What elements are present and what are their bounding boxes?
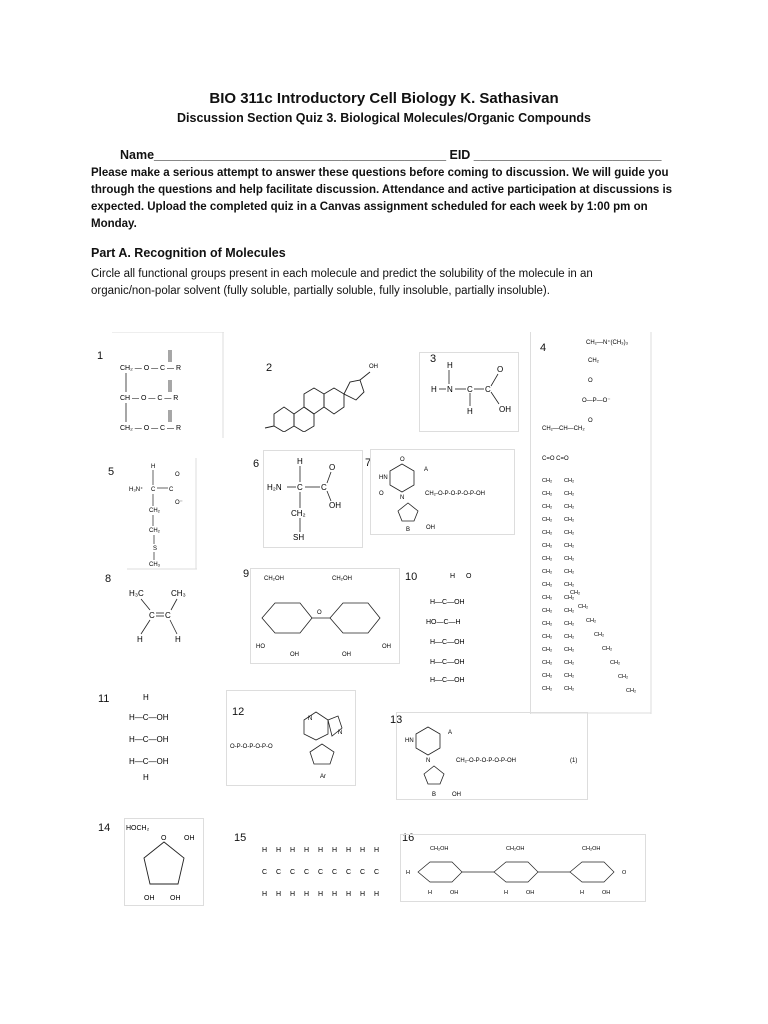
molecule-2-steroid <box>260 352 395 432</box>
document-subtitle: Discussion Section Quiz 3. Biological Molecules/Organic Compounds <box>177 111 591 125</box>
m4-kinked-chain: CH₂ <box>570 590 581 596</box>
molecule-13-nucleotide <box>396 712 588 800</box>
m4-chain-ch2: CH₂ <box>564 543 575 549</box>
m5-h3n: H₃N⁺ <box>129 487 144 493</box>
m7-n: N <box>400 495 405 501</box>
m5-ch2a: CH₂ <box>149 508 160 514</box>
molecule-9-disaccharide <box>250 568 400 664</box>
m10-row4: H—C—OH <box>430 659 465 666</box>
svg-text:OH: OH <box>342 652 351 658</box>
molecule-number-12: 12 <box>232 706 245 718</box>
molecule-10-glucose <box>420 566 490 688</box>
m3-o: O <box>497 365 504 374</box>
m13-a: A <box>448 730 453 736</box>
m1-row2: CH — O — C — R <box>120 395 179 402</box>
m15-chain-atom: H <box>374 847 380 854</box>
svg-text:O: O <box>622 870 627 876</box>
m5-ch3: CH₃ <box>149 562 161 568</box>
m4-chain-ch2: CH₂ <box>542 608 553 614</box>
m4-chain-ch2: CH₂ <box>542 569 553 575</box>
part-a-heading: Part A. Recognition of Molecules <box>91 246 286 260</box>
m11-row2: H—C—OH <box>129 735 169 744</box>
molecule-8-butene <box>125 578 195 648</box>
m15-chain-atom: H <box>318 891 324 898</box>
m15-chain-atom: C <box>332 869 338 876</box>
m4-chain-ch2: CH₂ <box>542 647 553 653</box>
m4-chain-ch2: CH₂ <box>542 660 553 666</box>
m4-chain-ch2: CH₂ <box>564 595 575 601</box>
svg-text:C: C <box>151 487 156 493</box>
molecule-number-4: 4 <box>540 342 547 354</box>
m6-o: O <box>329 463 336 472</box>
m15-chain-atom: C <box>290 869 296 876</box>
m4-kinked-chain: CH₂ <box>578 604 589 610</box>
instructions-paragraph: Please make a serious attempt to answer these questions before coming to discussion. We will guide you through the questions and help facilitate discussion. Attendance and active participation at discussions is expected. Upload the completed quiz in a Canvas assignment scheduled for each week by 1:00 pm on Monday. <box>91 167 673 230</box>
m3-h3: H <box>467 407 473 416</box>
m15-chain-atom: H <box>374 891 380 898</box>
m9-ch2oh1: CH₂OH <box>264 576 284 582</box>
part-a-instructions: Circle all functional groups present in each molecule and predict the solubility of the molecule in an organic/non-polar solvent (fully soluble, partially soluble, fully insoluble, partially insoluble). <box>91 268 593 297</box>
m4-chain-ch2: CH₂ <box>564 517 575 523</box>
m4-kinked-chain: CH₂ <box>618 674 629 680</box>
m3-h2: H <box>431 385 437 394</box>
document-title: BIO 311c Introductory Cell Biology K. Sathasivan <box>209 90 559 107</box>
molecule-number-14: 14 <box>98 822 111 834</box>
m1-row1: CH₂ — O — C — R <box>120 365 182 372</box>
m16-ch2oh2: CH₂OH <box>506 846 525 852</box>
molecule-12-nucleotide <box>226 690 356 786</box>
m16-ch2oh3: CH₂OH <box>582 846 601 852</box>
molecule-number-9: 9 <box>243 568 250 580</box>
m4-chain-ch2: CH₂ <box>564 556 575 562</box>
svg-text:O: O <box>588 378 593 384</box>
molecule-number-3: 3 <box>430 353 437 365</box>
m11-h-top: H <box>143 693 149 702</box>
svg-text:HO: HO <box>256 644 265 650</box>
molecule-7-nucleotide <box>370 449 515 535</box>
name-eid-line: Name__________________________________________ EID ___________________________ <box>120 148 662 162</box>
molecule-number-6: 6 <box>253 458 260 470</box>
svg-text:H: H <box>406 870 410 876</box>
m12-n2: N <box>338 730 343 736</box>
m4-chain-ch2: CH₂ <box>542 504 553 510</box>
m8-h1: H <box>137 635 143 644</box>
m15-chain-atom: H <box>290 891 296 898</box>
m15-chain-atom: H <box>332 847 338 854</box>
molecule-4-phospholipid <box>530 332 652 714</box>
m3-h1: H <box>447 361 453 370</box>
m7-oh: OH <box>426 525 435 531</box>
m15-chain-atom: C <box>276 869 282 876</box>
m15-chain-atom: C <box>318 869 324 876</box>
m15-chain-atom: H <box>276 891 282 898</box>
m13-hn: HN <box>405 738 414 744</box>
m14-oh1: OH <box>184 835 195 842</box>
m4-chain-ch2: CH₂ <box>542 686 553 692</box>
svg-text:CH₂—CH—CH₂: CH₂—CH—CH₂ <box>542 426 585 432</box>
m7-o1: O <box>400 457 405 463</box>
m4-chain-ch2: CH₂ <box>564 504 575 510</box>
m6-h2n: H₂N <box>267 483 282 492</box>
m9-ch2oh2: CH₂OH <box>332 576 352 582</box>
m13-oh: OH <box>452 792 461 798</box>
svg-text:O⁻: O⁻ <box>175 500 183 506</box>
svg-text:H: H <box>504 890 508 896</box>
m4-kinked-chain: CH₂ <box>602 646 613 652</box>
m4-kinked-chain: CH₂ <box>594 632 605 638</box>
m15-chain-atom: H <box>346 891 352 898</box>
m11-h-bot: H <box>143 773 149 782</box>
m4-chain-ch2: CH₂ <box>564 478 575 484</box>
m14-o: O <box>161 835 167 842</box>
m4-chain-ch2: CH₂ <box>564 647 575 653</box>
m7-a: A <box>424 467 429 473</box>
m13-n: N <box>426 758 431 764</box>
m12-ar: Ar <box>320 774 326 780</box>
m15-chain-atom: C <box>304 869 310 876</box>
molecule-number-8: 8 <box>105 573 112 585</box>
svg-text:H: H <box>580 890 584 896</box>
m10-o: O <box>466 573 472 580</box>
m15-chain-atom: H <box>304 847 310 854</box>
m12-phosphates: O-P-O-P-O-P-O <box>230 744 273 750</box>
m10-h-top: H <box>450 573 456 580</box>
m4-chain-ch2: CH₂ <box>564 608 575 614</box>
m14-oh2: OH <box>144 895 155 902</box>
m13-b: B <box>432 792 437 798</box>
m15-chain-atom: H <box>332 891 338 898</box>
m15-chain-atom: H <box>290 847 296 854</box>
m7-o2: O <box>379 491 384 497</box>
svg-text:OH: OH <box>290 652 299 658</box>
m4-chain-ch2: CH₂ <box>564 634 575 640</box>
m6-sh: SH <box>293 533 305 542</box>
m10-row1: H—C—OH <box>430 599 465 606</box>
svg-text:O: O <box>588 418 593 424</box>
svg-text:OH: OH <box>369 364 378 370</box>
m15-chain-atom: H <box>262 891 268 898</box>
m4-chain-ch2: CH₂ <box>564 660 575 666</box>
m6-c1: C <box>297 483 303 492</box>
m3-c2: C <box>485 385 491 394</box>
m15-chain-atom: H <box>318 847 324 854</box>
m4-chain-ch2: CH₂ <box>564 686 575 692</box>
m9-o-link: O <box>317 610 322 616</box>
svg-text:OH: OH <box>382 644 391 650</box>
m11-row1: H—C—OH <box>129 713 169 722</box>
molecule-number-11: 11 <box>98 693 110 705</box>
m16-ch2oh1: CH₂OH <box>430 846 449 852</box>
m15-chain-atom: H <box>304 891 310 898</box>
m4-chain-ch2: CH₂ <box>564 582 575 588</box>
m8-c2: C <box>165 611 171 620</box>
m7-b: B <box>406 527 411 533</box>
m4-head-label: CH₂—N⁺(CH₃)₃ <box>586 340 629 346</box>
m15-chain-atom: C <box>374 869 380 876</box>
m5-o: O <box>175 472 180 478</box>
m6-ch2: CH₂ <box>291 509 306 518</box>
m4-kinked-chain: CH₂ <box>626 688 637 694</box>
m8-h3c: H₃C <box>129 589 144 598</box>
molecule-3-glycine <box>419 352 519 432</box>
m4-kinked-chain: CH₂ <box>586 618 597 624</box>
m4-chain-ch2: CH₂ <box>542 634 553 640</box>
molecule-number-2: 2 <box>266 362 273 374</box>
molecule-5-methionine <box>127 458 197 570</box>
molecule-14-furanose <box>124 818 204 906</box>
m4-chain-ch2: CH₂ <box>542 621 553 627</box>
svg-text:O—P—O⁻: O—P—O⁻ <box>582 398 611 404</box>
m4-chain-ch2: CH₂ <box>542 478 553 484</box>
m13-note: (1) <box>570 758 578 764</box>
molecule-number-15: 15 <box>234 832 247 844</box>
m4-chain-ch2: CH₂ <box>542 673 553 679</box>
m15-chain-atom: C <box>360 869 366 876</box>
m15-chain-atom: H <box>360 847 366 854</box>
m12-n1: N <box>308 716 313 722</box>
m3-oh: OH <box>499 405 511 414</box>
m7-phosphates: CH₂-O-P-O-P-O-P-OH <box>425 491 485 497</box>
m4-chain-ch2: CH₂ <box>542 595 553 601</box>
m4-chain-ch2: CH₂ <box>564 569 575 575</box>
svg-text:CH₂: CH₂ <box>588 358 599 364</box>
molecule-number-5: 5 <box>108 466 115 478</box>
m1-row3: CH₂ — O — C — R <box>120 425 182 432</box>
m4-chain-ch2: CH₂ <box>564 673 575 679</box>
m15-chain-atom: H <box>360 891 366 898</box>
m3-c1: C <box>467 385 473 394</box>
m4-chain-ch2: CH₂ <box>542 491 553 497</box>
svg-text:OH: OH <box>450 890 459 896</box>
m8-c1: C <box>149 611 155 620</box>
m6-h: H <box>297 457 303 466</box>
m4-kinked-chain: CH₂ <box>610 660 621 666</box>
m15-chain-atom: H <box>262 847 268 854</box>
svg-text:H: H <box>151 464 156 470</box>
m8-h2: H <box>175 635 181 644</box>
svg-text:C: C <box>169 487 174 493</box>
m15-chain-atom: H <box>346 847 352 854</box>
molecule-16-polysaccharide <box>400 834 646 902</box>
m11-row3: H—C—OH <box>129 757 169 766</box>
svg-text:C=O C=O: C=O C=O <box>542 456 569 462</box>
svg-text:OH: OH <box>526 890 535 896</box>
m4-chain-ch2: CH₂ <box>542 517 553 523</box>
molecule-number-7: 7 <box>365 457 372 469</box>
m4-chain-ch2: CH₂ <box>564 491 575 497</box>
molecule-11-glycerol <box>125 690 185 782</box>
m6-c2: C <box>321 483 327 492</box>
m4-chain-ch2: CH₂ <box>542 582 553 588</box>
m4-chain-ch2: CH₂ <box>542 556 553 562</box>
m5-ch2b: CH₂ <box>149 528 160 534</box>
m4-chain-ch2: CH₂ <box>564 621 575 627</box>
molecule-1-triglyceride <box>112 332 224 438</box>
m13-phosphates: CH₂-O-P-O-P-O-P-OH <box>456 758 516 764</box>
m6-oh: OH <box>329 501 341 510</box>
m14-hoch2: HOCH₂ <box>126 825 150 832</box>
m10-row3: H—C—OH <box>430 639 465 646</box>
svg-text:OH: OH <box>602 890 611 896</box>
molecule-6-cysteine <box>263 450 363 548</box>
molecule-number-16: 16 <box>402 832 415 844</box>
m15-chain-atom: C <box>346 869 352 876</box>
m15-chain-atom: H <box>276 847 282 854</box>
m4-chain-ch2: CH₂ <box>542 530 553 536</box>
molecule-15-fatty-acid <box>240 838 390 910</box>
m7-hn: HN <box>379 475 388 481</box>
m10-row5: H—C—OH <box>430 677 465 684</box>
m3-n: N <box>447 385 453 394</box>
m5-s: S <box>153 546 158 552</box>
m14-oh3: OH <box>170 895 181 902</box>
svg-text:H: H <box>428 890 432 896</box>
m10-row2: HO—C—H <box>426 619 461 626</box>
molecule-number-13: 13 <box>390 714 403 726</box>
m15-chain-atom: C <box>262 869 268 876</box>
m4-chain-ch2: CH₂ <box>564 530 575 536</box>
molecule-number-1: 1 <box>97 350 104 362</box>
m4-chain-ch2: CH₂ <box>542 543 553 549</box>
m8-ch3: CH₃ <box>171 589 186 598</box>
molecule-number-10: 10 <box>405 571 418 583</box>
